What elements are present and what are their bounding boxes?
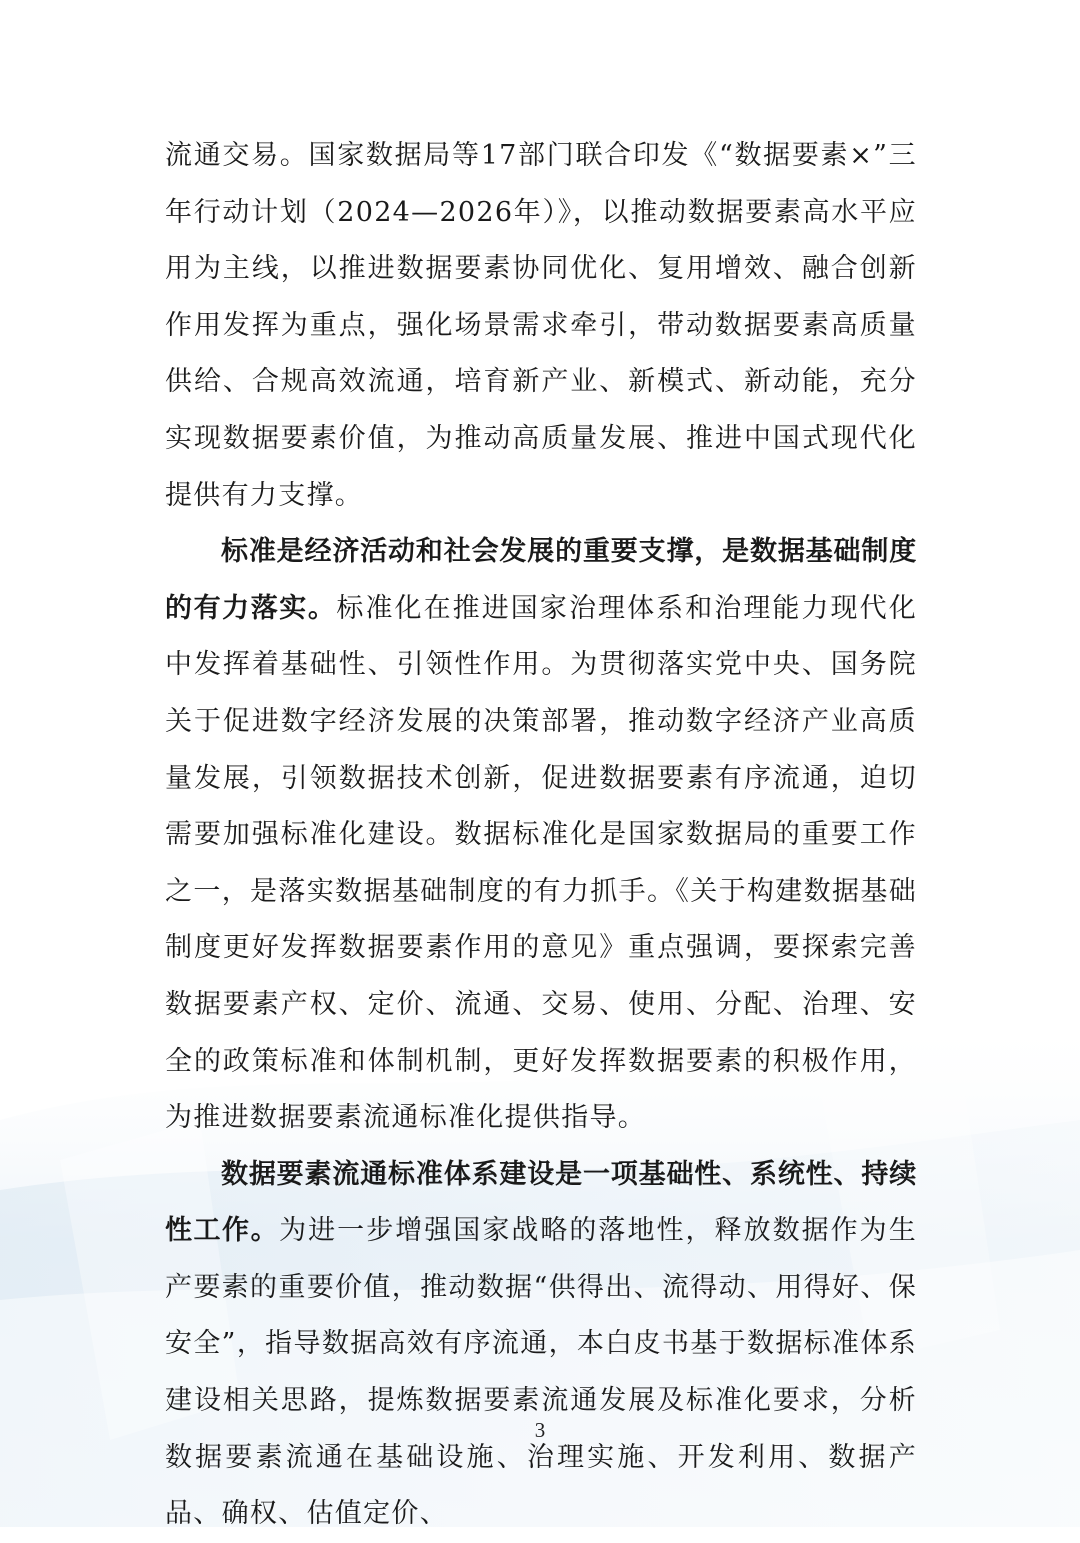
paragraph-1-text: 流通交易。国家数据局等17部门联合印发《“数据要素×”三年行动计划（2024—2026年）》，以推动数据要素高水平应用为主线，以推进数据要素协同优化、复用增效、融合创新作用发挥为重点，强化场景需求牵引，带动数据要素高质量供给、合规高效流通，培育新产业、新模式、新动能，充分实现数据要素价值，为推动高质量发展、推进中国式现代化提供有力支撑。: [165, 140, 917, 511]
paragraph-3-text: 为进一步增强国家战略的落地性，释放数据作为生产要素的重要价值，推动数据“供得出、流得动、用得好、保安全”，指导数据高效有序流通，本白皮书基于数据标准体系建设相关思路，提炼数据要素流通发展及标准化要求，分析数据要素流通在基础设施、治理实施、开发利用、数据产品、确权、估值定价、: [165, 1215, 918, 1530]
paragraph-2: [165, 524, 917, 1147]
paragraph-3-lead: 数据要素流通标准体系建设是一项基础性、系统性、持续性工作。: [165, 1158, 917, 1247]
page-number: 3: [534, 1418, 546, 1442]
document-body: [165, 128, 917, 1543]
paragraph-3: [165, 1147, 917, 1543]
paragraph-2-text: 标准化在推进国家治理体系和治理能力现代化中发挥着基础性、引领性作用。为贯彻落实党中央、国务院关于促进数字经济发展的决策部署，推动数字经济产业高质量发展，引领数据技术创新，促进数据要素有序流通，迫切需要加强标准化建设。数据标准化是国家数据局的重要工作之一，是落实数据基础制度的有力抓手。《关于构建数据基础制度更好发挥数据要素作用的意见》重点强调，要探索完善数据要素产权、定价、流通、交易、使用、分配、治理、安全的政策标准和体制机制，更好发挥数据要素的积极作用，为推进数据要素流通标准化提供指导。: [165, 592, 917, 1134]
paragraph-1: [165, 128, 917, 524]
paragraph-2-lead: 标准是经济活动和社会发展的重要支撑，是数据基础制度的有力落实。: [165, 536, 917, 624]
